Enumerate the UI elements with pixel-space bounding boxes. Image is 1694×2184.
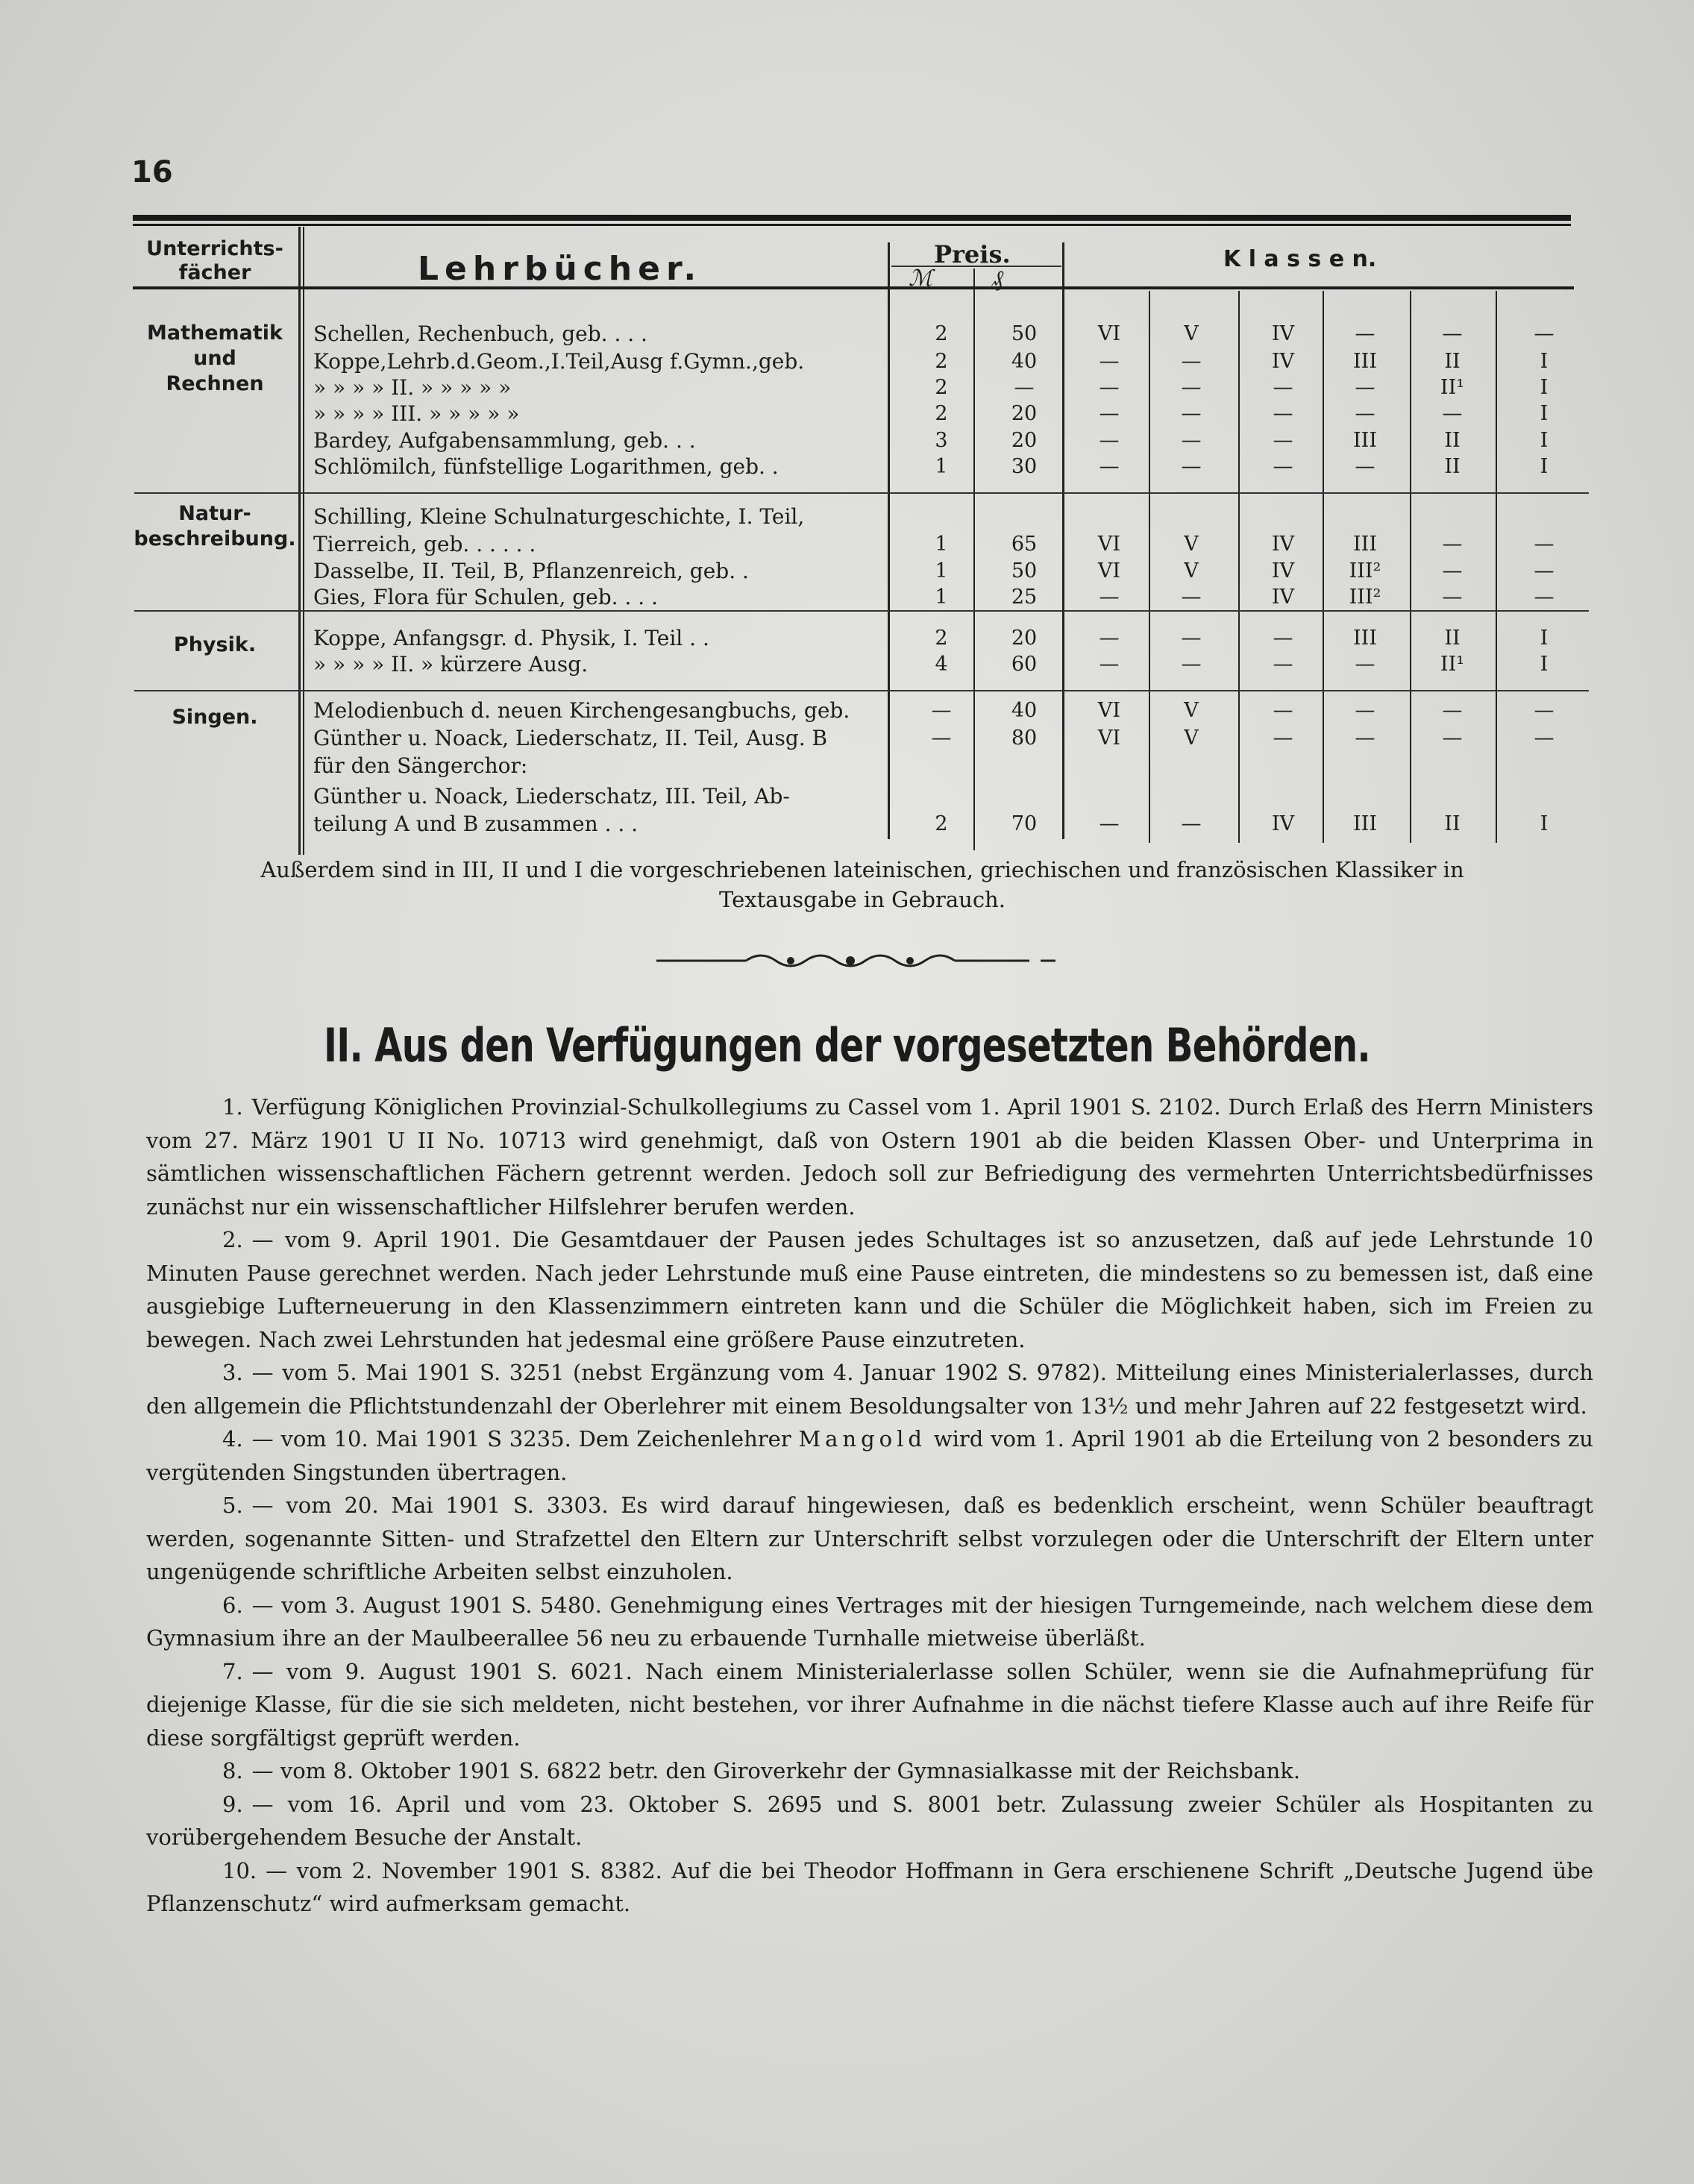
class-cell: — — [1442, 586, 1463, 609]
subject-singen: Singen. — [172, 706, 258, 729]
header-classes: K l a s s e n. — [1223, 246, 1377, 272]
header-price: Preis. — [934, 240, 1011, 269]
order-text: — vom 2. November 1901 S. 8382. Auf die bei Theodor Hoffmann in Gera erschienene Schrift „Deutsche Jugend übe Pflanzenschutz“ wird aufmerksam gemacht. — [146, 1857, 1593, 1916]
price-pfennig: 20 — [1011, 627, 1038, 650]
order-item — [146, 1655, 1593, 1755]
page-number: 16 — [131, 155, 173, 189]
class-cell: V — [1184, 533, 1199, 556]
col-divider-k3 — [1323, 291, 1324, 843]
class-cell: I — [1540, 653, 1549, 676]
class-cell: — — [1099, 455, 1120, 478]
class-cell: II¹ — [1440, 376, 1465, 399]
book-title: Bardey, Aufgabensammlung, geb. . . — [313, 428, 696, 453]
class-cell: — — [1534, 322, 1555, 345]
ornament-divider — [656, 946, 1059, 976]
class-cell: — — [1534, 559, 1555, 583]
price-mark: 1 — [935, 455, 948, 478]
order-number: 1. — [222, 1094, 243, 1120]
order-item — [146, 1422, 1593, 1489]
price-pfennig: 20 — [1011, 429, 1038, 452]
order-item — [146, 1091, 1593, 1223]
price-pfennig: 20 — [1011, 402, 1038, 425]
price-pfennig: 70 — [1011, 812, 1038, 835]
class-cell: V — [1184, 699, 1199, 722]
class-cell: VI — [1097, 559, 1121, 583]
subject-physik: Physik. — [173, 633, 257, 656]
book-title: Koppe, Anfangsgr. d. Physik, I. Teil . . — [313, 626, 709, 650]
price-pfennig: 50 — [1011, 322, 1038, 345]
col-divider-k5 — [1496, 291, 1497, 843]
class-cell: — — [1273, 455, 1293, 478]
header-books: Lehrbücher. — [418, 250, 703, 288]
price-mark: 2 — [935, 350, 948, 373]
class-cell: III — [1353, 350, 1377, 373]
order-number: 10. — [222, 1857, 257, 1883]
class-cell: — — [1534, 533, 1555, 556]
order-number: 4. — [222, 1426, 243, 1452]
class-cell: III — [1353, 627, 1377, 650]
order-text: — vom 20. Mai 1901 S. 3303. Es wird darauf hingewiesen, daß es bedenklich erscheint, wenn Schüler beauftragt werden, sogenannte Sitten- und Strafzettel den Eltern zur Unterschrift selbst vorzulegen oder die Unterschrift der Eltern unter ungenügende schriftliche Arbeiten selbst einzuholen. — [146, 1493, 1593, 1584]
class-cell: VI — [1097, 322, 1121, 345]
header-pfennig: ₰ — [992, 266, 1003, 292]
order-number: 2. — [222, 1227, 243, 1252]
class-cell: — — [1181, 653, 1202, 676]
class-cell: — — [1534, 586, 1555, 609]
book-title: » » » » II. » kürzere Ausg. — [313, 652, 589, 677]
book-title: Günther u. Noack, Liederschatz, II. Teil, Ausg. B — [313, 726, 828, 750]
class-cell: — — [1273, 699, 1293, 722]
price-mark: 2 — [935, 402, 948, 425]
class-cell: IV — [1271, 322, 1295, 345]
class-cell: — — [1355, 455, 1375, 478]
header-subjects: Unterrichts- fächer — [146, 237, 283, 284]
class-cell: III — [1353, 812, 1377, 835]
book-title: Schlömilch, fünfstellige Logarithmen, geb. . — [313, 454, 779, 479]
class-cell: IV — [1271, 812, 1295, 835]
class-cell: I — [1540, 376, 1549, 399]
note: Außerdem sind in III, II und I die vorgeschriebenen lateinischen, griechischen und französischen Klassiker in Textausgabe in Gebrauch. — [260, 857, 1464, 912]
book-title: Schilling, Kleine Schulnaturgeschichte, I. Teil, — [313, 504, 805, 529]
class-cell: — — [1181, 627, 1202, 650]
class-cell: I — [1540, 812, 1549, 835]
class-cell: — — [1181, 350, 1202, 373]
order-text: — vom 9. August 1901 S. 6021. Nach einem Ministerialerlasse sollen Schüler, wenn sie die Aufnahmeprüfung für diejenige Klasse, für die sie sich meldeten, nicht bestehen, vor ihrer Aufnahme in die nächst tiefere Klasse auch auf ihre Reife für diese sorgfältigst geprüft werden. — [146, 1658, 1593, 1751]
order-item — [146, 1854, 1593, 1921]
class-cell: — — [1181, 402, 1202, 425]
class-cell: V — [1184, 322, 1199, 345]
order-item — [146, 1589, 1593, 1655]
class-cell: — — [1099, 627, 1120, 650]
price-mark: — — [931, 699, 952, 722]
class-cell: — — [1181, 812, 1202, 835]
class-cell: — — [1442, 727, 1463, 750]
order-number: 9. — [222, 1791, 243, 1817]
class-cell: III² — [1349, 586, 1381, 609]
price-pfennig: 65 — [1011, 533, 1038, 556]
class-cell: IV — [1271, 586, 1295, 609]
order-number: 3. — [222, 1360, 243, 1385]
order-number: 6. — [222, 1592, 243, 1618]
order-text: Verfügung Königlichen Provinzial-Schulkollegiums zu Cassel vom 1. April 1901 S. 2102. Durch Erlaß des Herrn Ministers vom 27. März 1901 U II No. 10713 wird genehmigt, daß von Ostern 1901 ab die beiden Klassen Ober- und Unterprima in sämtlichen wissenschaftlichen Fächern getrennt werden. Jedoch soll zur Befriedigung des vermehrten Unterrichtsbedürfnisses zunächst nur ein wissenschaftlicher Hilfslehrer berufen werden. — [146, 1094, 1593, 1220]
class-cell: III² — [1349, 559, 1381, 583]
class-cell: I — [1540, 429, 1549, 452]
col-divider-mark — [973, 269, 975, 850]
price-mark: 2 — [935, 322, 948, 345]
orders-list — [146, 1091, 1593, 1921]
col-divider-subject-2 — [303, 227, 304, 855]
subject-naturbeschreibung: Natur- beschreibung. — [134, 502, 296, 550]
class-cell: V — [1184, 727, 1199, 750]
price-pfennig: 30 — [1011, 455, 1038, 478]
order-text: wird vom 1. April 1901 ab die Erteilung von 2 besonders zu vergütenden Singstunden übertragen. — [146, 1426, 1593, 1485]
price-mark: 4 — [935, 653, 948, 676]
class-cell: V — [1184, 559, 1199, 583]
col-divider-k4 — [1410, 291, 1411, 843]
class-cell: — — [1273, 627, 1293, 650]
class-cell: — — [1355, 699, 1375, 722]
class-cell: IV — [1271, 533, 1295, 556]
class-cell: — — [1099, 653, 1120, 676]
class-cell: — — [1099, 586, 1120, 609]
class-cell: I — [1540, 627, 1549, 650]
price-mark: 1 — [935, 559, 948, 583]
book-title: Koppe,Lehrb.d.Geom.,I.Teil,Ausg f.Gymn.,geb. — [313, 349, 805, 374]
order-text: — vom 10. Mai 1901 S 3235. Dem Zeichenlehrer — [251, 1426, 799, 1452]
class-cell: — — [1355, 402, 1375, 425]
order-text: — vom 9. April 1901. Die Gesamtdauer der Pausen jedes Schultages ist so anzusetzen, daß auf jede Lehrstunde 10 Minuten Pause gerechnet werden. Nach jeder Lehrstunde muß eine Pause eintreten, die mindestens so zu bemessen ist, daß eine ausgiebige Lufterneuerung in den Klassenzimmern eintreten kann und die Schüler die Möglichkeit haben, sich im Freien zu bewegen. Nach zwei Lehrstunden hat jedesmal eine größere Pause einzutreten. — [146, 1227, 1593, 1352]
class-cell: — — [1273, 402, 1293, 425]
header-mark: ℳ — [909, 266, 933, 292]
class-cell: — — [1181, 429, 1202, 452]
col-divider-price — [888, 242, 890, 839]
class-cell: — — [1181, 455, 1202, 478]
class-cell: — — [1181, 376, 1202, 399]
col-divider-classes — [1062, 242, 1064, 839]
class-cell: — — [1355, 376, 1375, 399]
book-title: Dasselbe, II. Teil, B, Pflanzenreich, geb. . — [313, 559, 749, 583]
book-title: » » » » II. » » » » » — [313, 375, 512, 400]
class-cell: — — [1099, 402, 1120, 425]
class-cell: — — [1355, 727, 1375, 750]
class-cell: — — [1355, 322, 1375, 345]
order-text: — vom 8. Oktober 1901 S. 6822 betr. den Giroverkehr der Gymnasialkasse mit der Reichsbank. — [251, 1758, 1301, 1783]
price-pfennig: 60 — [1011, 653, 1038, 676]
class-cell: II — [1444, 812, 1461, 835]
class-cell: — — [1534, 699, 1555, 722]
class-cell: — — [1355, 653, 1375, 676]
class-cell: II — [1444, 429, 1461, 452]
subject-mathematik: Mathematik und Rechnen — [147, 321, 283, 395]
class-cell: IV — [1271, 350, 1295, 373]
section-separator — [134, 690, 1589, 691]
order-text: — vom 16. April und vom 23. Oktober S. 2695 und S. 8001 betr. Zulassung zweier Schüler als Hospitanten zu vorübergehendem Besuche der Anstalt. — [146, 1791, 1593, 1850]
class-cell: — — [1099, 429, 1120, 452]
class-cell: — — [1273, 429, 1293, 452]
order-number: 7. — [222, 1658, 243, 1684]
class-cell: I — [1540, 455, 1549, 478]
class-cell: — — [1442, 402, 1463, 425]
class-cell: II¹ — [1440, 653, 1465, 676]
class-cell: VI — [1097, 533, 1121, 556]
order-item — [146, 1788, 1593, 1854]
class-cell: VI — [1097, 727, 1121, 750]
price-mark: 3 — [935, 429, 948, 452]
class-cell: III — [1353, 533, 1377, 556]
price-pfennig: 40 — [1011, 350, 1038, 373]
price-pfennig: 50 — [1011, 559, 1038, 583]
class-cell: II — [1444, 455, 1461, 478]
order-number: 5. — [222, 1493, 243, 1518]
book-title: Melodienbuch d. neuen Kirchengesangbuchs, geb. — [313, 698, 850, 723]
class-cell: II — [1444, 350, 1461, 373]
col-divider-k1 — [1149, 291, 1150, 843]
price-pfennig: 80 — [1011, 727, 1038, 750]
person-name: Mangold — [798, 1426, 926, 1452]
class-cell: — — [1442, 322, 1463, 345]
price-mark: — — [931, 727, 952, 750]
book-title: für den Sängerchor: — [313, 753, 528, 778]
price-pfennig: 40 — [1011, 699, 1038, 722]
section-title: II. Aus den Verfügungen der vorgesetzten Behörden. — [324, 1018, 1370, 1073]
order-item — [146, 1223, 1593, 1356]
order-item — [146, 1356, 1593, 1422]
order-item — [146, 1754, 1593, 1788]
class-cell: — — [1099, 350, 1120, 373]
section-separator — [134, 492, 1589, 494]
class-cell: — — [1442, 559, 1463, 583]
order-text: — vom 5. Mai 1901 S. 3251 (nebst Ergänzung vom 4. Januar 1902 S. 9782). Mitteilung eines Ministerialerlasses, durch den allgemein die Pflichtstundenzahl der Oberlehrer mit einem Besoldungsalter von 13½ und mehr Jahren auf 22 festgesetzt wird. — [146, 1360, 1593, 1419]
class-cell: I — [1540, 350, 1549, 373]
order-number: 8. — [222, 1758, 243, 1783]
class-cell: — — [1273, 376, 1293, 399]
table-top-rule-thin — [133, 224, 1571, 226]
class-cell: — — [1099, 376, 1120, 399]
price-mark: 1 — [935, 586, 948, 609]
class-cell: — — [1273, 653, 1293, 676]
table-header-rule — [133, 286, 1574, 289]
class-cell: III — [1353, 429, 1377, 452]
class-cell: — — [1273, 727, 1293, 750]
book-title: Schellen, Rechenbuch, geb. . . . — [313, 321, 647, 346]
price-mark: 2 — [935, 627, 948, 650]
book-title: Tierreich, geb. . . . . . — [313, 532, 536, 556]
class-cell: — — [1442, 533, 1463, 556]
class-cell: — — [1099, 812, 1120, 835]
order-item — [146, 1489, 1593, 1589]
price-mark: 2 — [935, 376, 948, 399]
class-cell: I — [1540, 402, 1549, 425]
class-cell: VI — [1097, 699, 1121, 722]
class-cell: — — [1534, 727, 1555, 750]
class-cell: IV — [1271, 559, 1295, 583]
order-text: — vom 3. August 1901 S. 5480. Genehmigung eines Vertrages mit der hiesigen Turngemeinde, nach welchem diese dem Gymnasium ihre an der Maulbeerallee 56 neu zu erbauende Turnhalle mietweise überläßt. — [146, 1592, 1593, 1651]
table-top-rule — [133, 215, 1571, 221]
class-cell: II — [1444, 627, 1461, 650]
book-title: Gies, Flora für Schulen, geb. . . . — [313, 585, 658, 609]
price-pfennig: — — [1014, 376, 1035, 399]
price-mark: 1 — [935, 533, 948, 556]
class-cell: — — [1181, 586, 1202, 609]
section-separator — [134, 610, 1589, 612]
price-mark: 2 — [935, 812, 948, 835]
price-pfennig: 25 — [1011, 586, 1038, 609]
class-cell: — — [1442, 699, 1463, 722]
col-divider-k2 — [1238, 291, 1240, 843]
book-title: Günther u. Noack, Liederschatz, III. Teil, Ab- — [313, 784, 790, 809]
book-title: » » » » III. » » » » » — [313, 401, 520, 426]
book-title: teilung A und B zusammen . . . — [313, 812, 639, 836]
col-divider-subject — [298, 227, 301, 855]
